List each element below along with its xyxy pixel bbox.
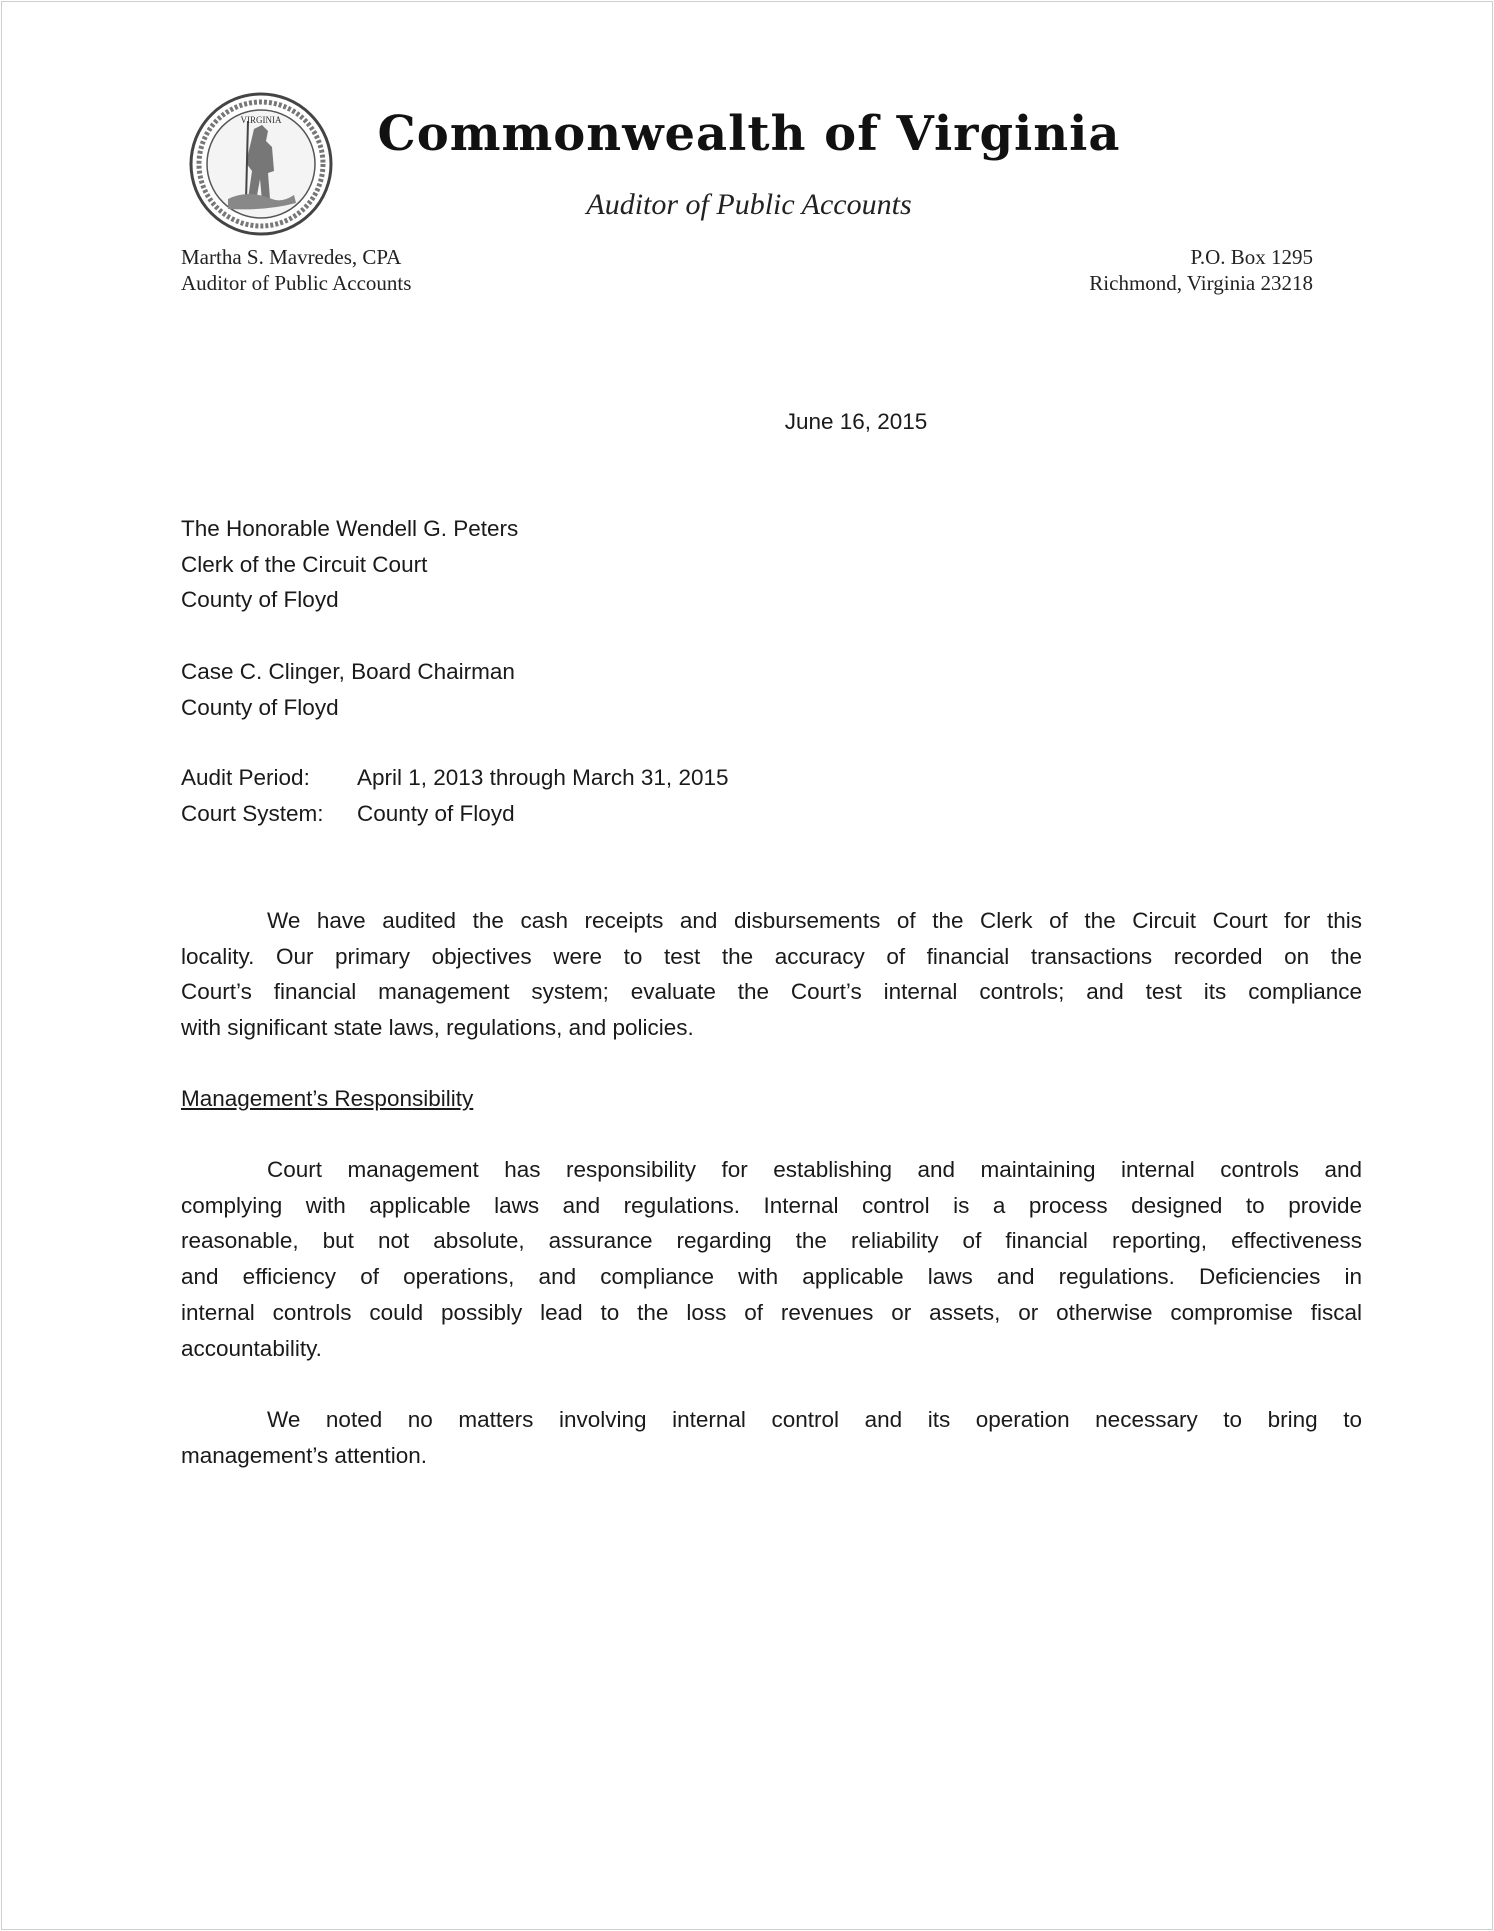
recipient-line: Case C. Clinger, Board Chairman — [181, 659, 515, 684]
paragraph-responsibility — [181, 1152, 1362, 1366]
text-line: locality. Our primary objectives were to test the accuracy of financial transactions recorded on the — [181, 943, 1362, 969]
audit-period-value: April 1, 2013 through March 31, 2015 — [357, 765, 729, 790]
mailing-address-block — [1089, 244, 1313, 296]
letter-date: June 16, 2015 — [784, 409, 928, 434]
letterhead-title: Commonwealth of Virginia — [377, 106, 1121, 162]
audit-period-label: Audit Period: — [181, 765, 310, 790]
recipient-line: County of Floyd — [181, 587, 339, 613]
recipient-line: The Honorable Wendell G. Peters — [181, 516, 519, 541]
audit-info — [181, 760, 729, 831]
text-line: and efficiency of operations, and compliance with applicable laws and regulations. Deficiencies in — [181, 1264, 1362, 1290]
recipient-line: Clerk of the Circuit Court — [181, 551, 428, 577]
text-line: accountability. — [181, 1335, 322, 1361]
paragraph-conclusion — [181, 1402, 1362, 1473]
po-box: P.O. Box 1295 — [1190, 245, 1313, 269]
text-line: Court management has responsibility for establishing and maintaining internal controls and — [267, 1157, 1362, 1182]
court-system-value: County of Floyd — [357, 800, 515, 826]
city-state-zip: Richmond, Virginia 23218 — [1089, 271, 1313, 295]
paragraph-objectives — [181, 903, 1362, 1046]
text-line: reasonable, but not absolute, assurance regarding the reliability of financial reporting, effectiveness — [181, 1228, 1362, 1254]
section-heading: Management’s Responsibility — [181, 1086, 474, 1111]
text-line: complying with applicable laws and regulations. Internal control is a process designed to provide — [181, 1192, 1362, 1218]
letter-page — [1, 1, 1493, 1930]
svg-text:VIRGINIA: VIRGINIA — [240, 115, 282, 125]
text-line: internal controls could possibly lead to the loss of revenues or assets, or otherwise compromise fiscal — [181, 1299, 1362, 1325]
text-line: We noted no matters involving internal control and its operation necessary to bring to — [267, 1407, 1362, 1432]
text-line: We have audited the cash receipts and disbursements of the Clerk of the Circuit Court for this — [267, 908, 1362, 933]
auditor-name: Martha S. Mavredes, CPA — [181, 245, 402, 269]
recipient-line: County of Floyd — [181, 694, 339, 720]
recipient-2 — [181, 654, 515, 725]
letterhead-subtitle: Auditor of Public Accounts — [586, 188, 912, 221]
court-system-label: Court System: — [181, 800, 324, 826]
auditor-title: Auditor of Public Accounts — [181, 271, 412, 295]
text-line: Court’s financial management system; evaluate the Court’s internal controls; and test its compliance — [181, 979, 1362, 1005]
recipient-1 — [181, 511, 518, 618]
text-line: with significant state laws, regulations, and policies. — [181, 1015, 694, 1041]
auditor-name-block — [181, 244, 411, 296]
text-line: management’s attention. — [181, 1442, 427, 1468]
